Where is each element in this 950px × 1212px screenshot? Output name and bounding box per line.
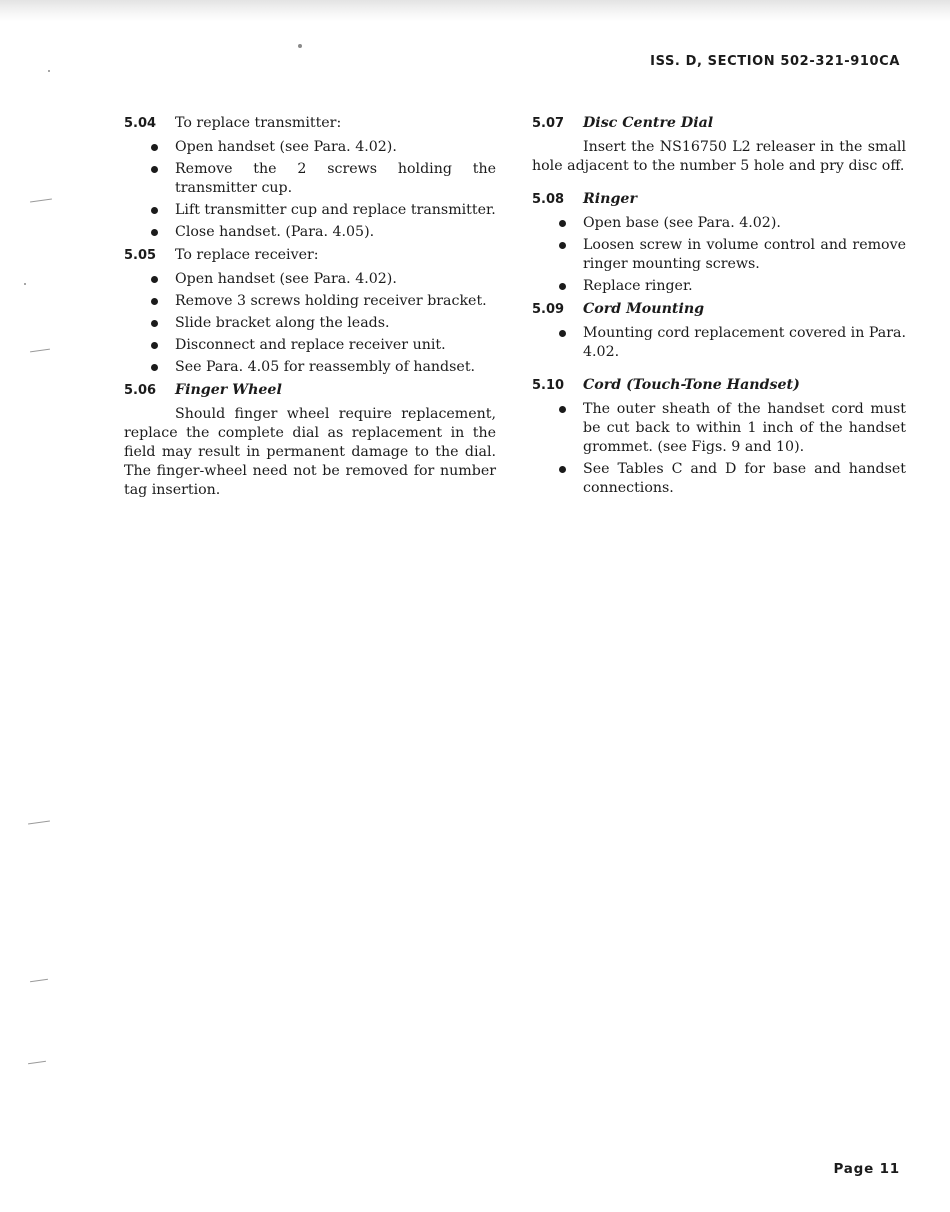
section-title: Cord Mounting xyxy=(583,301,705,317)
section-number: 5.04 xyxy=(124,116,157,131)
left-column xyxy=(124,114,496,504)
section-number: 5.07 xyxy=(532,116,565,131)
section-number: 5.08 xyxy=(532,192,565,207)
scan-edge-mark xyxy=(30,198,52,202)
list-item: Replace ringer. xyxy=(532,277,906,296)
bullet-icon xyxy=(151,144,158,151)
scan-edge-mark xyxy=(30,979,48,982)
bullet-icon xyxy=(559,283,566,290)
section-5-08 xyxy=(532,190,906,296)
bullet-icon xyxy=(559,406,566,413)
section-heading xyxy=(532,190,906,209)
page-number: Page 11 xyxy=(833,1161,900,1177)
bullet-icon xyxy=(151,298,158,305)
bullet-icon xyxy=(151,276,158,283)
list-item: Loosen screw in volume control and remove ringer mounting screws. xyxy=(532,236,906,274)
scan-speck xyxy=(298,44,302,48)
bullet-icon xyxy=(559,330,566,337)
scan-speck xyxy=(48,70,50,72)
list-item: See Para. 4.05 for reassembly of handset. xyxy=(124,358,496,377)
list-item: Lift transmitter cup and replace transmitter. xyxy=(124,201,496,220)
bullet-icon xyxy=(559,466,566,473)
list-item: Open base (see Para. 4.02). xyxy=(532,214,906,233)
bullet-icon xyxy=(559,242,566,249)
section-title: Ringer xyxy=(583,191,637,207)
list-item: Open handset (see Para. 4.02). xyxy=(124,138,496,157)
list-item: Slide bracket along the leads. xyxy=(124,314,496,333)
bullet-list xyxy=(532,400,906,498)
bullet-list xyxy=(124,270,496,377)
right-column xyxy=(532,114,906,502)
scan-speck xyxy=(24,283,26,285)
section-heading xyxy=(532,376,906,395)
bullet-icon xyxy=(151,364,158,371)
section-heading xyxy=(532,114,906,133)
section-paragraph: Should finger wheel require replacement, replace the complete dial as replacement in the field may result in permanent damage to the dial. The finger-wheel need not be removed for number tag insertion. xyxy=(124,406,496,498)
section-title: Disc Centre Dial xyxy=(583,115,714,131)
section-heading xyxy=(124,114,496,133)
bullet-list xyxy=(124,138,496,242)
scan-edge-mark xyxy=(28,1061,46,1064)
section-number: 5.10 xyxy=(532,378,565,393)
bullet-icon xyxy=(559,220,566,227)
list-item: Disconnect and replace receiver unit. xyxy=(124,336,496,355)
section-title: To replace transmitter: xyxy=(175,115,342,131)
scan-edge-shading xyxy=(0,0,950,22)
section-number: 5.05 xyxy=(124,248,157,263)
list-item: Close handset. (Para. 4.05). xyxy=(124,223,496,242)
section-number: 5.06 xyxy=(124,383,157,398)
scan-edge-mark xyxy=(30,349,50,353)
section-title: Cord (Touch-Tone Handset) xyxy=(583,377,800,393)
list-item: Open handset (see Para. 4.02). xyxy=(124,270,496,289)
bullet-icon xyxy=(151,207,158,214)
section-paragraph: Insert the NS16750 L2 releaser in the small hole adjacent to the number 5 hole and pry disc off. xyxy=(532,139,906,174)
bullet-icon xyxy=(151,320,158,327)
section-title: To replace receiver: xyxy=(175,247,319,263)
list-item: The outer sheath of the handset cord must be cut back to within 1 inch of the handset grommet. (see Figs. 9 and 10). xyxy=(532,400,906,457)
bullet-icon xyxy=(151,342,158,349)
section-heading xyxy=(124,381,496,400)
section-heading xyxy=(124,246,496,265)
section-number: 5.09 xyxy=(532,302,565,317)
section-5-07 xyxy=(532,114,906,176)
section-5-06 xyxy=(124,381,496,500)
list-item: See Tables C and D for base and handset connections. xyxy=(532,460,906,498)
list-item: Mounting cord replacement covered in Para. 4.02. xyxy=(532,324,906,362)
document-header: ISS. D, SECTION 502-321-910CA xyxy=(650,54,900,69)
section-5-09 xyxy=(532,300,906,362)
section-5-05 xyxy=(124,246,496,377)
scan-edge-mark xyxy=(28,820,50,824)
bullet-icon xyxy=(151,229,158,236)
bullet-icon xyxy=(151,166,158,173)
section-heading xyxy=(532,300,906,319)
bullet-list xyxy=(532,214,906,296)
section-5-04 xyxy=(124,114,496,242)
section-title: Finger Wheel xyxy=(175,382,282,398)
list-item: Remove the 2 screws holding the transmitter cup. xyxy=(124,160,496,198)
list-item: Remove 3 screws holding receiver bracket. xyxy=(124,292,496,311)
bullet-list xyxy=(532,324,906,362)
section-5-10 xyxy=(532,376,906,498)
